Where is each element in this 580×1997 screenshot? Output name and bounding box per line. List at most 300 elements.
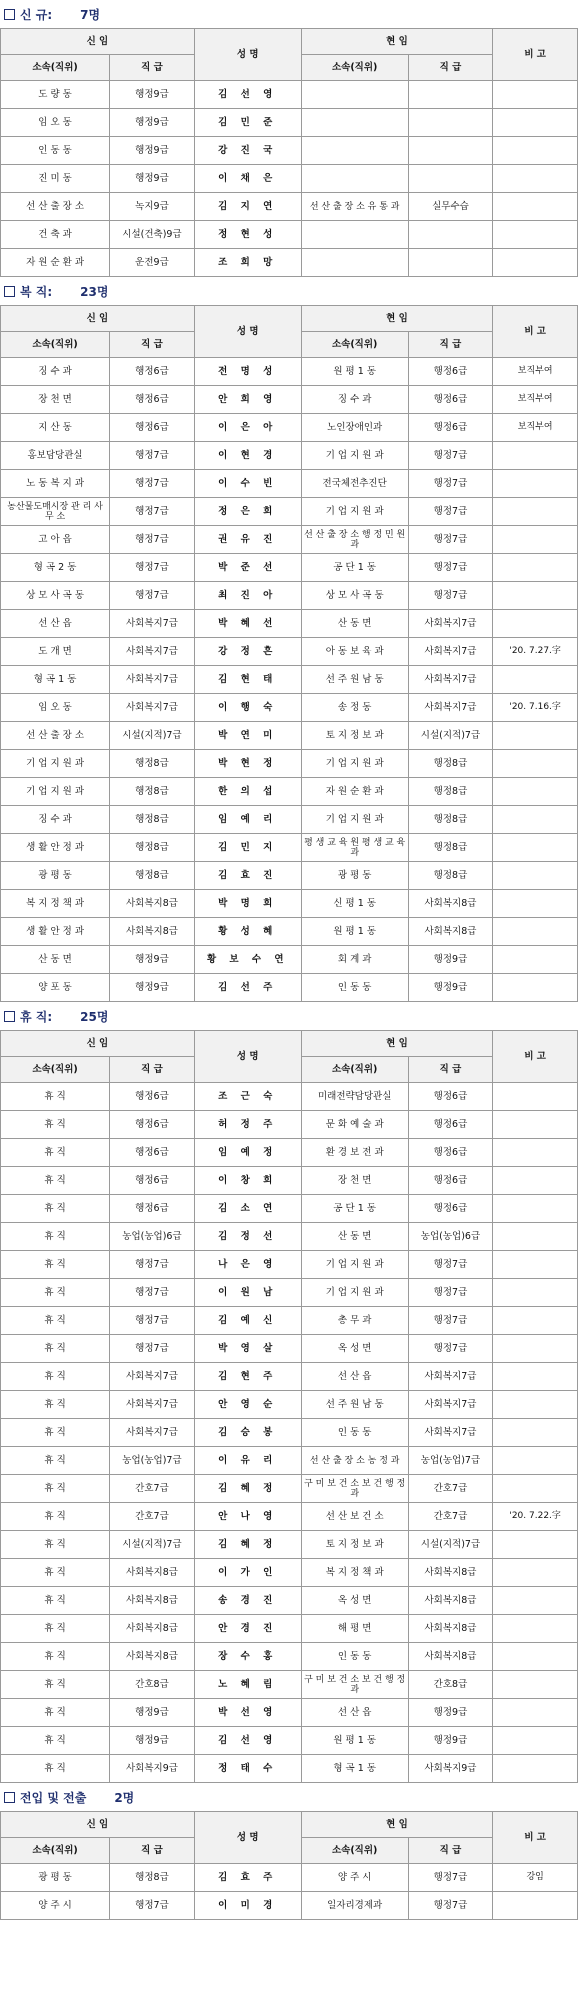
cell-curr-dept: 상 모 사 곡 동 xyxy=(301,582,408,610)
cell-curr-dept xyxy=(301,165,408,193)
cell-prev-rank: 간호7급 xyxy=(110,1503,195,1531)
cell-curr-rank: 행정6급 xyxy=(408,414,493,442)
cell-curr-dept xyxy=(301,249,408,277)
table-row xyxy=(1,638,578,666)
cell-curr-dept: 송 정 동 xyxy=(301,694,408,722)
section-label: 복 직: xyxy=(20,284,53,299)
cell-prev-rank: 행정6급 xyxy=(110,1167,195,1195)
cell-prev-rank: 농업(농업)6급 xyxy=(110,1223,195,1251)
section-title xyxy=(0,0,578,28)
cell-note xyxy=(493,1251,578,1279)
cell-prev-dept: 복 지 정 책 과 xyxy=(1,890,110,918)
cell-prev-dept: 휴 직 xyxy=(1,1083,110,1111)
cell-note xyxy=(493,722,578,750)
cell-curr-dept: 기 업 지 원 과 xyxy=(301,806,408,834)
cell-curr-dept: 기 업 지 원 과 xyxy=(301,498,408,526)
cell-prev-rank: 행정7급 xyxy=(110,1335,195,1363)
cell-prev-dept: 광 평 동 xyxy=(1,862,110,890)
table-row xyxy=(1,1531,578,1559)
table-row xyxy=(1,442,578,470)
cell-prev-dept: 휴 직 xyxy=(1,1111,110,1139)
cell-curr-rank: 사회복지7급 xyxy=(408,694,493,722)
table-row xyxy=(1,1419,578,1447)
cell-prev-dept: 생 활 안 정 과 xyxy=(1,834,110,862)
header-rank: 직 급 xyxy=(408,55,493,81)
cell-prev-dept: 장 천 면 xyxy=(1,386,110,414)
cell-prev-rank: 사회복지7급 xyxy=(110,1363,195,1391)
cell-prev-rank: 사회복지7급 xyxy=(110,638,195,666)
cell-name: 이 창 희 xyxy=(194,1167,301,1195)
cell-note xyxy=(493,946,578,974)
cell-curr-rank: 행정7급 xyxy=(408,1307,493,1335)
table-row xyxy=(1,386,578,414)
table-row xyxy=(1,1167,578,1195)
cell-name: 박 혜 선 xyxy=(194,610,301,638)
cell-prev-rank: 행정8급 xyxy=(110,778,195,806)
cell-curr-rank: 사회복지7급 xyxy=(408,638,493,666)
cell-curr-rank: 사회복지9급 xyxy=(408,1755,493,1783)
cell-curr-dept: 일자리경제과 xyxy=(301,1892,408,1920)
cell-curr-dept: 장 천 면 xyxy=(301,1167,408,1195)
cell-prev-dept: 휴 직 xyxy=(1,1727,110,1755)
cell-name: 이 수 빈 xyxy=(194,470,301,498)
cell-curr-dept: 선 산 출 장 소 유 통 과 xyxy=(301,193,408,221)
cell-prev-rank: 행정7급 xyxy=(110,1251,195,1279)
header-dept: 소속(직위) xyxy=(301,55,408,81)
table-row xyxy=(1,610,578,638)
cell-name: 정 태 수 xyxy=(194,1755,301,1783)
cell-prev-dept: 휴 직 xyxy=(1,1447,110,1475)
table-row xyxy=(1,862,578,890)
cell-curr-dept: 옥 성 면 xyxy=(301,1335,408,1363)
cell-curr-dept: 형 곡 1 동 xyxy=(301,1755,408,1783)
cell-name: 강 진 국 xyxy=(194,137,301,165)
cell-note xyxy=(493,806,578,834)
cell-curr-rank: 실무수습 xyxy=(408,193,493,221)
cell-note xyxy=(493,1307,578,1335)
cell-name: 정 은 희 xyxy=(194,498,301,526)
cell-name: 장 수 홍 xyxy=(194,1643,301,1671)
cell-prev-rank: 행정9급 xyxy=(110,974,195,1002)
cell-curr-rank: 사회복지7급 xyxy=(408,1391,493,1419)
cell-curr-rank: 행정8급 xyxy=(408,862,493,890)
cell-name: 이 원 남 xyxy=(194,1279,301,1307)
cell-name: 안 나 영 xyxy=(194,1503,301,1531)
cell-curr-dept: 노인장애인과 xyxy=(301,414,408,442)
cell-curr-rank: 행정9급 xyxy=(408,1727,493,1755)
table-row xyxy=(1,470,578,498)
cell-name: 박 준 선 xyxy=(194,554,301,582)
cell-curr-dept: 징 수 과 xyxy=(301,386,408,414)
header-name: 성 명 xyxy=(194,306,301,358)
table-row xyxy=(1,498,578,526)
cell-note xyxy=(493,1195,578,1223)
cell-curr-dept: 선 주 원 남 동 xyxy=(301,666,408,694)
cell-prev-rank: 행정7급 xyxy=(110,442,195,470)
cell-curr-dept: 해 평 면 xyxy=(301,1615,408,1643)
header-dept: 소속(직위) xyxy=(1,55,110,81)
cell-curr-rank: 행정8급 xyxy=(408,750,493,778)
header-dept: 소속(직위) xyxy=(1,1838,110,1864)
cell-note xyxy=(493,1391,578,1419)
header-rank: 직 급 xyxy=(110,55,195,81)
cell-curr-rank: 농업(농업)7급 xyxy=(408,1447,493,1475)
cell-curr-rank: 사회복지7급 xyxy=(408,610,493,638)
table-row xyxy=(1,1335,578,1363)
cell-curr-rank: 행정6급 xyxy=(408,386,493,414)
cell-prev-rank: 시설(건축)9급 xyxy=(110,221,195,249)
cell-prev-dept: 지 산 동 xyxy=(1,414,110,442)
cell-prev-dept: 휴 직 xyxy=(1,1755,110,1783)
cell-prev-dept: 휴 직 xyxy=(1,1587,110,1615)
cell-note xyxy=(493,610,578,638)
table-row xyxy=(1,918,578,946)
table-row xyxy=(1,358,578,386)
cell-prev-dept: 휴 직 xyxy=(1,1251,110,1279)
cell-curr-rank: 사회복지8급 xyxy=(408,1643,493,1671)
header-prev: 신 임 xyxy=(1,29,195,55)
table-row xyxy=(1,778,578,806)
cell-curr-dept: 총 무 과 xyxy=(301,1307,408,1335)
cell-prev-rank: 사회복지8급 xyxy=(110,1615,195,1643)
table-row xyxy=(1,974,578,1002)
cell-name: 김 예 신 xyxy=(194,1307,301,1335)
cell-prev-dept: 건 축 과 xyxy=(1,221,110,249)
cell-prev-rank: 행정7급 xyxy=(110,554,195,582)
cell-prev-rank: 농업(농업)7급 xyxy=(110,1447,195,1475)
cell-curr-rank: 행정6급 xyxy=(408,1111,493,1139)
table-row xyxy=(1,806,578,834)
cell-note xyxy=(493,666,578,694)
cell-curr-rank: 행정7급 xyxy=(408,554,493,582)
cell-curr-dept: 자 원 순 환 과 xyxy=(301,778,408,806)
table-row xyxy=(1,582,578,610)
cell-name: 박 현 정 xyxy=(194,750,301,778)
cell-name: 이 은 아 xyxy=(194,414,301,442)
cell-prev-rank: 행정7급 xyxy=(110,582,195,610)
cell-curr-rank xyxy=(408,81,493,109)
header-rank: 직 급 xyxy=(408,332,493,358)
cell-prev-dept: 휴 직 xyxy=(1,1139,110,1167)
table-row xyxy=(1,1307,578,1335)
table-row xyxy=(1,1195,578,1223)
cell-name: 안 경 진 xyxy=(194,1615,301,1643)
cell-prev-dept: 양 포 동 xyxy=(1,974,110,1002)
checkbox-square-icon xyxy=(4,1792,15,1803)
table-row xyxy=(1,666,578,694)
cell-prev-rank: 행정6급 xyxy=(110,414,195,442)
cell-curr-rank: 간호7급 xyxy=(408,1475,493,1503)
header-row xyxy=(1,306,578,332)
cell-prev-dept: 기 업 지 원 과 xyxy=(1,750,110,778)
cell-note xyxy=(493,470,578,498)
cell-name: 황 보 수 연 xyxy=(194,946,301,974)
table-row xyxy=(1,109,578,137)
table-row xyxy=(1,1391,578,1419)
cell-curr-rank: 행정6급 xyxy=(408,1139,493,1167)
cell-name: 박 선 영 xyxy=(194,1699,301,1727)
cell-curr-dept: 평 생 교 육 원 평 생 교 육 과 xyxy=(301,834,408,862)
cell-prev-rank: 행정6급 xyxy=(110,1111,195,1139)
cell-name: 김 선 주 xyxy=(194,974,301,1002)
cell-prev-dept: 선 산 출 장 소 xyxy=(1,193,110,221)
section-count: 2명 xyxy=(114,1790,135,1805)
cell-note: '20. 7.27.字 xyxy=(493,638,578,666)
cell-prev-rank: 행정9급 xyxy=(110,1699,195,1727)
header-curr: 현 임 xyxy=(301,29,493,55)
cell-curr-dept: 환 경 보 전 과 xyxy=(301,1139,408,1167)
cell-curr-dept: 기 업 지 원 과 xyxy=(301,442,408,470)
cell-curr-rank: 행정9급 xyxy=(408,946,493,974)
cell-prev-dept: 광 평 동 xyxy=(1,1864,110,1892)
cell-curr-dept: 양 주 시 xyxy=(301,1864,408,1892)
cell-name: 이 현 경 xyxy=(194,442,301,470)
header-row xyxy=(1,1031,578,1057)
cell-note: 보직부여 xyxy=(493,358,578,386)
cell-curr-dept: 선 산 읍 xyxy=(301,1363,408,1391)
cell-curr-rank: 시설(지적)7급 xyxy=(408,1531,493,1559)
cell-prev-rank: 사회복지9급 xyxy=(110,1755,195,1783)
header-rank: 직 급 xyxy=(110,332,195,358)
cell-curr-dept: 회 계 과 xyxy=(301,946,408,974)
table-row xyxy=(1,750,578,778)
cell-note xyxy=(493,249,578,277)
header-name: 성 명 xyxy=(194,1812,301,1864)
cell-prev-rank: 행정7급 xyxy=(110,470,195,498)
cell-prev-rank: 녹지9급 xyxy=(110,193,195,221)
cell-prev-rank: 시설(지적)7급 xyxy=(110,722,195,750)
cell-prev-rank: 행정7급 xyxy=(110,1279,195,1307)
cell-note xyxy=(493,1892,578,1920)
cell-name: 김 현 주 xyxy=(194,1363,301,1391)
cell-note xyxy=(493,1755,578,1783)
cell-prev-dept: 형 곡 1 동 xyxy=(1,666,110,694)
cell-prev-dept: 휴 직 xyxy=(1,1363,110,1391)
cell-curr-rank: 사회복지8급 xyxy=(408,1559,493,1587)
cell-name: 김 선 영 xyxy=(194,1727,301,1755)
table-row xyxy=(1,1864,578,1892)
cell-name: 김 민 지 xyxy=(194,834,301,862)
cell-curr-dept: 기 업 지 원 과 xyxy=(301,1251,408,1279)
cell-curr-dept: 아 동 보 육 과 xyxy=(301,638,408,666)
cell-note xyxy=(493,1111,578,1139)
table-row xyxy=(1,1892,578,1920)
cell-curr-rank: 간호8급 xyxy=(408,1671,493,1699)
header-rank: 직 급 xyxy=(110,1838,195,1864)
cell-curr-dept: 기 업 지 원 과 xyxy=(301,750,408,778)
cell-prev-rank: 사회복지7급 xyxy=(110,666,195,694)
header-prev: 신 임 xyxy=(1,306,195,332)
table-row xyxy=(1,1251,578,1279)
cell-note xyxy=(493,1559,578,1587)
cell-name: 황 성 혜 xyxy=(194,918,301,946)
cell-prev-rank: 행정6급 xyxy=(110,358,195,386)
section-title xyxy=(0,1783,578,1811)
cell-prev-dept: 고 아 읍 xyxy=(1,526,110,554)
cell-prev-dept: 휴 직 xyxy=(1,1643,110,1671)
cell-note xyxy=(493,1083,578,1111)
cell-name: 김 효 진 xyxy=(194,862,301,890)
cell-note: 보직부여 xyxy=(493,414,578,442)
cell-name: 노 혜 림 xyxy=(194,1671,301,1699)
cell-curr-rank: 사회복지8급 xyxy=(408,1587,493,1615)
cell-prev-rank: 행정8급 xyxy=(110,862,195,890)
section-label: 신 규: xyxy=(20,7,53,22)
cell-note xyxy=(493,1363,578,1391)
cell-curr-rank: 사회복지8급 xyxy=(408,918,493,946)
cell-prev-rank: 행정8급 xyxy=(110,750,195,778)
cell-curr-dept: 광 평 동 xyxy=(301,862,408,890)
cell-curr-dept xyxy=(301,221,408,249)
cell-name: 이 채 은 xyxy=(194,165,301,193)
cell-name: 김 현 태 xyxy=(194,666,301,694)
cell-curr-rank: 사회복지7급 xyxy=(408,666,493,694)
appointment-table xyxy=(0,305,578,1002)
table-row xyxy=(1,221,578,249)
cell-prev-dept: 진 미 동 xyxy=(1,165,110,193)
cell-prev-dept: 휴 직 xyxy=(1,1335,110,1363)
header-dept: 소속(직위) xyxy=(301,1057,408,1083)
cell-prev-rank: 사회복지8급 xyxy=(110,1643,195,1671)
header-dept: 소속(직위) xyxy=(301,1838,408,1864)
cell-prev-rank: 행정7급 xyxy=(110,1892,195,1920)
cell-curr-rank: 행정7급 xyxy=(408,1279,493,1307)
cell-prev-dept: 자 원 순 환 과 xyxy=(1,249,110,277)
header-curr: 현 임 xyxy=(301,1031,493,1057)
cell-note xyxy=(493,890,578,918)
cell-name: 안 희 영 xyxy=(194,386,301,414)
cell-curr-rank: 사회복지8급 xyxy=(408,890,493,918)
cell-prev-dept: 인 동 동 xyxy=(1,137,110,165)
cell-note xyxy=(493,165,578,193)
header-name: 성 명 xyxy=(194,1031,301,1083)
cell-curr-dept: 선 산 보 건 소 xyxy=(301,1503,408,1531)
cell-curr-dept: 공 단 1 동 xyxy=(301,1195,408,1223)
table-row xyxy=(1,554,578,582)
cell-curr-dept: 선 산 읍 xyxy=(301,1699,408,1727)
cell-curr-rank: 행정7급 xyxy=(408,1251,493,1279)
header-curr: 현 임 xyxy=(301,306,493,332)
cell-prev-dept: 도 개 면 xyxy=(1,638,110,666)
cell-prev-dept: 징 수 과 xyxy=(1,358,110,386)
cell-prev-rank: 행정6급 xyxy=(110,1139,195,1167)
table-row xyxy=(1,1727,578,1755)
table-row xyxy=(1,193,578,221)
section-label: 전입 및 전출 xyxy=(20,1790,87,1805)
table-row xyxy=(1,137,578,165)
cell-prev-rank: 행정8급 xyxy=(110,806,195,834)
cell-prev-dept: 휴 직 xyxy=(1,1531,110,1559)
cell-note xyxy=(493,974,578,1002)
table-row xyxy=(1,249,578,277)
cell-prev-rank: 행정7급 xyxy=(110,498,195,526)
cell-curr-dept: 문 화 예 술 과 xyxy=(301,1111,408,1139)
cell-prev-dept: 휴 직 xyxy=(1,1195,110,1223)
cell-prev-rank: 행정9급 xyxy=(110,137,195,165)
cell-prev-dept: 휴 직 xyxy=(1,1223,110,1251)
section-count: 7명 xyxy=(80,7,101,22)
cell-name: 이 미 경 xyxy=(194,1892,301,1920)
cell-prev-rank: 행정8급 xyxy=(110,1864,195,1892)
cell-curr-rank xyxy=(408,137,493,165)
cell-name: 김 선 영 xyxy=(194,81,301,109)
header-prev: 신 임 xyxy=(1,1031,195,1057)
cell-prev-dept: 휴 직 xyxy=(1,1279,110,1307)
table-row xyxy=(1,1279,578,1307)
cell-curr-dept: 신 평 1 동 xyxy=(301,890,408,918)
cell-note xyxy=(493,109,578,137)
checkbox-square-icon xyxy=(4,9,15,20)
cell-note xyxy=(493,1335,578,1363)
table-row xyxy=(1,1223,578,1251)
cell-prev-dept: 노 동 복 지 과 xyxy=(1,470,110,498)
cell-curr-dept: 옥 성 면 xyxy=(301,1587,408,1615)
cell-curr-dept: 미래전략담당관실 xyxy=(301,1083,408,1111)
table-row xyxy=(1,1111,578,1139)
cell-name: 권 유 진 xyxy=(194,526,301,554)
checkbox-square-icon xyxy=(4,1011,15,1022)
section-label: 휴 직: xyxy=(20,1009,53,1024)
cell-curr-dept: 선 산 출 장 소 농 정 과 xyxy=(301,1447,408,1475)
cell-curr-dept xyxy=(301,81,408,109)
cell-prev-dept: 선 산 읍 xyxy=(1,610,110,638)
cell-curr-rank: 행정8급 xyxy=(408,806,493,834)
appointment-table xyxy=(0,1030,578,1783)
cell-name: 임 예 정 xyxy=(194,1139,301,1167)
cell-prev-dept: 휴 직 xyxy=(1,1671,110,1699)
cell-prev-dept: 형 곡 2 동 xyxy=(1,554,110,582)
cell-curr-rank: 행정7급 xyxy=(408,498,493,526)
cell-prev-dept: 휴 직 xyxy=(1,1167,110,1195)
header-dept: 소속(직위) xyxy=(1,332,110,358)
cell-curr-dept: 전국체전추진단 xyxy=(301,470,408,498)
cell-prev-dept: 휴 직 xyxy=(1,1615,110,1643)
cell-note xyxy=(493,81,578,109)
cell-curr-rank: 행정7급 xyxy=(408,526,493,554)
table-row xyxy=(1,526,578,554)
table-row xyxy=(1,1139,578,1167)
header-rank: 직 급 xyxy=(408,1057,493,1083)
cell-note xyxy=(493,1699,578,1727)
cell-curr-dept: 원 평 1 동 xyxy=(301,358,408,386)
cell-curr-rank: 행정9급 xyxy=(408,974,493,1002)
cell-curr-rank: 사회복지7급 xyxy=(408,1419,493,1447)
cell-name: 김 승 봉 xyxy=(194,1419,301,1447)
header-dept: 소속(직위) xyxy=(1,1057,110,1083)
cell-note xyxy=(493,554,578,582)
cell-curr-dept: 선 주 원 남 동 xyxy=(301,1391,408,1419)
cell-name: 조 희 망 xyxy=(194,249,301,277)
cell-curr-rank: 간호7급 xyxy=(408,1503,493,1531)
cell-prev-dept: 휴 직 xyxy=(1,1307,110,1335)
cell-note: '20. 7.16.字 xyxy=(493,694,578,722)
cell-prev-dept: 선 산 출 장 소 xyxy=(1,722,110,750)
table-row xyxy=(1,414,578,442)
cell-curr-rank xyxy=(408,165,493,193)
cell-curr-rank: 행정6급 xyxy=(408,1195,493,1223)
cell-name: 이 유 리 xyxy=(194,1447,301,1475)
table-row xyxy=(1,1363,578,1391)
cell-note xyxy=(493,1167,578,1195)
cell-note: 강임 xyxy=(493,1864,578,1892)
cell-note xyxy=(493,221,578,249)
cell-prev-rank: 사회복지8급 xyxy=(110,918,195,946)
header-note: 비 고 xyxy=(493,1031,578,1083)
cell-curr-rank: 행정7급 xyxy=(408,1864,493,1892)
header-rank: 직 급 xyxy=(408,1838,493,1864)
cell-note xyxy=(493,1279,578,1307)
cell-curr-rank: 농업(농업)6급 xyxy=(408,1223,493,1251)
